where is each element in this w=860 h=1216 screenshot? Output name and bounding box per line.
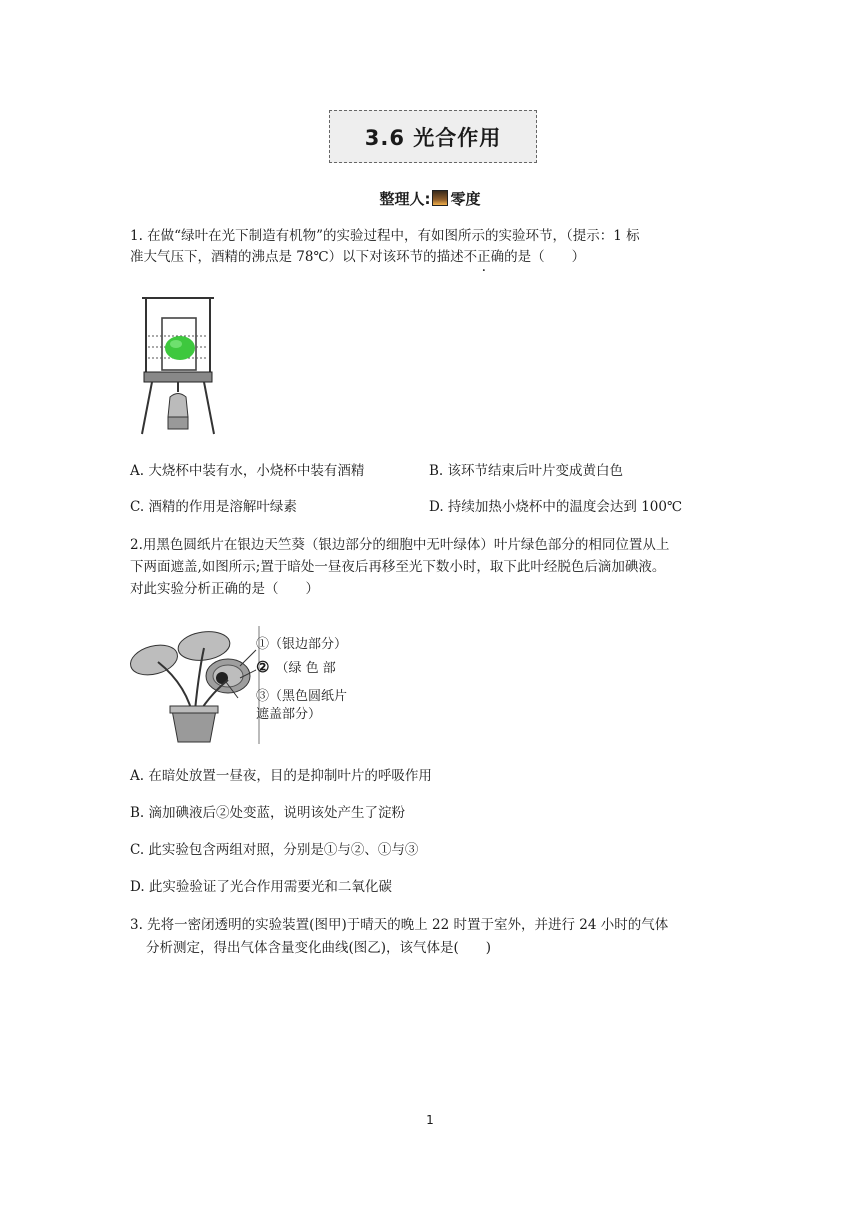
q3-line2: 分析测定，得出气体含量变化曲线(图乙)，该气体是( ) — [146, 940, 492, 956]
q2-line2: 下两面遮盖,如图所示;置于暗处一昼夜后再移至光下数小时，取下此叶经脱色后滴加碘液。 — [130, 559, 666, 575]
q1-option-d: D. 持续加热小烧杯中的温度会达到 100℃ — [429, 499, 683, 515]
q2-option-d: D. 此实验验证了光合作用需要光和二氧化碳 — [130, 879, 392, 895]
organizer-logo-icon — [432, 190, 448, 206]
q1-option-b: B. 该环节结束后叶片变成黄白色 — [429, 463, 624, 479]
fig2-label-2-text: （绿 色 部 — [275, 661, 336, 676]
q2-option-a: A. 在暗处放置一昼夜，目的是抑制叶片的呼吸作用 — [130, 768, 432, 784]
organizer-name: 零度 — [450, 190, 481, 208]
q1-line1: 1. 在做“绿叶在光下制造有机物”的实验过程中，有如图所示的实验环节，（提示：1 标 — [130, 228, 640, 244]
q1-option-c: C. 酒精的作用是溶解叶绿素 — [130, 499, 297, 515]
q3-line1: 3. 先将一密闭透明的实验装置(图甲)于晴天的晚上 22 时置于室外，并进行 24 小时的气体 — [130, 917, 669, 933]
organizer-label: 整理人: — [379, 190, 431, 208]
geranium-plant-figure — [128, 626, 262, 746]
page-title: 3.6 光合作用 — [329, 110, 537, 163]
q2-option-b: B. 滴加碘液后②处变蓝，说明该处产生了淀粉 — [130, 805, 406, 821]
q1-option-a: A. 大烧杯中装有水，小烧杯中装有酒精 — [130, 463, 365, 479]
q1-line2-post: 的是（ ） — [504, 249, 586, 265]
fig2-label-2-num: ② — [256, 658, 270, 676]
q2-line1: 2.用黑色圆纸片在银边天竺葵（银边部分的细胞中无叶绿体）叶片绿色部分的相同位置从上 — [130, 537, 670, 553]
beaker-apparatus-figure — [138, 292, 218, 440]
q2-line3: 对此实验分析正确的是（ ） — [130, 581, 319, 597]
fig2-label-1: ①（银边部分） — [256, 637, 348, 652]
q1-emphasis: 不正确 — [463, 249, 505, 265]
fig2-label-4: 遮盖部分） — [256, 707, 322, 722]
organizer-line — [0, 188, 860, 209]
fig2-label-2 — [256, 657, 336, 679]
fig2-label-3: ③（黑色圆纸片 — [256, 689, 348, 704]
page-number: 1 — [426, 1113, 434, 1127]
q1-line2-pre: 准大气压下，酒精的沸点是 78℃）以下对该环节的描述 — [130, 249, 464, 265]
q1-line2 — [130, 247, 585, 268]
q2-option-c: C. 此实验包含两组对照，分别是①与②、①与③ — [130, 842, 419, 858]
